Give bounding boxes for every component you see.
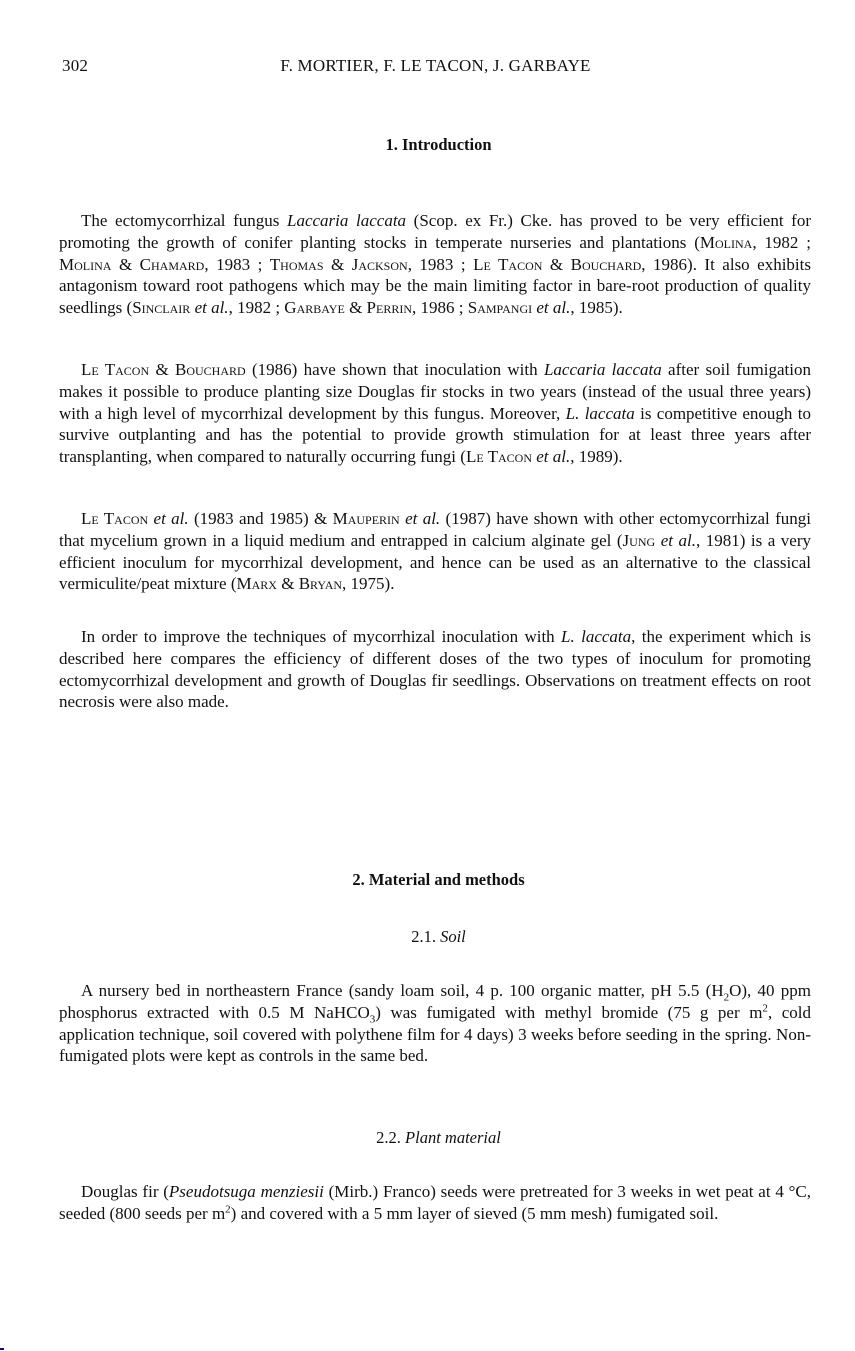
text: , 1975).: [342, 574, 395, 594]
text: &: [344, 298, 367, 318]
text: , 1982 ;: [752, 232, 811, 252]
subsection-title: Soil: [440, 927, 466, 946]
plant-material-paragraph: [59, 1181, 811, 1225]
text: , cold application technique, soil covered with polythene film for 4 days) 3 weeks before seeding in the spring. Non-fumigated plots were kept as controls in the same bed.: [59, 1002, 811, 1066]
text: , 1981) is a very efficient inoculum for mycorrhizal development, and hence can be used as an alternative to the classical vermiculite/peat mixture (: [59, 530, 811, 594]
text: &: [542, 254, 571, 274]
text: , the experiment which is described here compares the efficiency of different doses of the two types of inoculum for promoting ectomycorrhizal development and growth of Douglas fir seedlings. Observations on treatment effects on root necrosis were also made.: [59, 627, 811, 712]
text: , 1986 ;: [412, 298, 468, 318]
subsection-number: 2.1.: [411, 927, 436, 946]
text: , 1986). It also exhibits antagonism toward root pathogens which may be the main limiting factor in bare-root production of quality seedlings (: [59, 254, 811, 318]
superscript: 2: [225, 1203, 231, 1216]
citation-author: Bouchard: [570, 254, 642, 274]
text: &: [149, 360, 175, 379]
citation-author: Molina: [59, 254, 112, 274]
text: , 1983 ;: [204, 254, 270, 274]
running-title: F. MORTIER, F. LE TACON, J. GARBAYE: [280, 56, 591, 75]
text: &: [111, 254, 140, 274]
citation-author: Mauperin: [332, 509, 400, 528]
citation-author: Chamard: [139, 254, 205, 274]
et-al: et al.: [194, 298, 229, 318]
citation-author: Sampangi: [467, 298, 533, 318]
text: ) was fumigated with methyl bromide (75 g per m: [375, 1002, 763, 1022]
text: , 1985).: [570, 298, 623, 318]
et-al: et al.: [405, 509, 441, 528]
superscript: 2: [762, 1002, 768, 1015]
subsection-heading-soil: [0, 927, 855, 947]
text: In order to improve the techniques of mycorrhizal inoculation with: [81, 627, 562, 646]
scan-artifact: [0, 1348, 4, 1350]
citation-author: Bouchard: [175, 360, 246, 379]
citation-author: Molina: [699, 232, 753, 252]
et-al: et al.: [536, 447, 571, 467]
intro-paragraph-2: [59, 359, 811, 468]
text: (Mirb.) Franco) seeds were pretreated for 3 weeks in wet peat at 4 °C, seeded (800 seeds per m: [59, 1182, 811, 1223]
subsection-heading-plant-material: [0, 1128, 855, 1148]
subsection-number: 2.2.: [376, 1128, 401, 1147]
text: , 1989).: [570, 447, 623, 467]
citation-author: Jackson: [351, 254, 408, 274]
text: (1986) have shown that inoculation with: [245, 360, 544, 379]
citation-author: Le Tacon: [465, 447, 532, 467]
citation-author: Bryan: [298, 574, 343, 594]
page-number: 302: [62, 56, 89, 75]
species-name: L. laccata: [565, 403, 635, 423]
text: , 1983 ;: [407, 254, 474, 274]
section-heading-introduction: 1. Introduction: [385, 135, 492, 154]
section-heading-material-methods: 2. Material and methods: [352, 870, 525, 889]
text: , 1982 ;: [228, 298, 285, 318]
text: Douglas fir (: [81, 1182, 169, 1201]
text: after soil fumigation makes it possible to produce planting size Douglas fir stocks in two years (instead of the usual three years) with a high level of mycorrhizal development by this fungus. Moreover,: [59, 360, 811, 423]
text: &: [276, 574, 299, 594]
species-name: Laccaria laccata: [287, 211, 407, 230]
text: &: [323, 254, 352, 274]
text: The ectomycorrhizal fungus: [81, 211, 287, 230]
text: is competitive enough to survive outplanting and has the potential to provide growth stimulation for at least three years after transplanting, when compared to naturally occurring fungi (: [59, 403, 812, 467]
citation-author: Garbaye: [284, 298, 345, 318]
text: ) and covered with a 5 mm layer of sieved (5 mm mesh) fumigated soil.: [230, 1203, 719, 1223]
citation-author: Marx: [236, 574, 277, 594]
intro-paragraph-4: [59, 626, 811, 713]
citation-author: Thomas: [269, 254, 324, 274]
et-al: et al.: [660, 530, 696, 550]
species-name: Pseudotsuga menziesii: [168, 1182, 324, 1201]
text: O), 40 ppm phosphorus extracted with 0.5 M NaHCO: [59, 981, 811, 1022]
subscript: 3: [369, 1013, 376, 1026]
citation-author: Le Tacon: [81, 360, 150, 379]
citation-author: Sinclair: [132, 298, 191, 318]
citation-author: Le Tacon: [473, 254, 543, 274]
citation-author: Perrin: [366, 298, 413, 318]
et-al: et al.: [153, 509, 189, 528]
species-name: Laccaria laccata: [543, 360, 662, 379]
soil-paragraph: [59, 980, 811, 1067]
citation-author: Jung: [622, 530, 656, 550]
intro-paragraph-1: [59, 210, 811, 319]
citation-author: Le Tacon: [81, 509, 149, 528]
subsection-title: Plant material: [405, 1128, 501, 1147]
et-al: et al.: [536, 298, 571, 318]
text: (1983 and 1985) &: [188, 509, 333, 528]
text: A nursery bed in northeastern France (sandy loam soil, 4 p. 100 organic matter, pH 5.5 (H: [81, 981, 724, 1000]
text: (Scop. ex Fr.) Cke. has proved to be very efficient for promoting the growth of conifer planting stocks in temperate nurseries and plantations (: [59, 211, 811, 252]
text: (1987) have shown with other ectomycorrhizal fungi that mycelium grown in a liquid medium and entrapped in calcium alginate gel (: [59, 509, 812, 550]
intro-paragraph-3: [59, 508, 811, 595]
species-name: L. laccata: [561, 627, 632, 646]
subscript: 2: [723, 991, 730, 1004]
